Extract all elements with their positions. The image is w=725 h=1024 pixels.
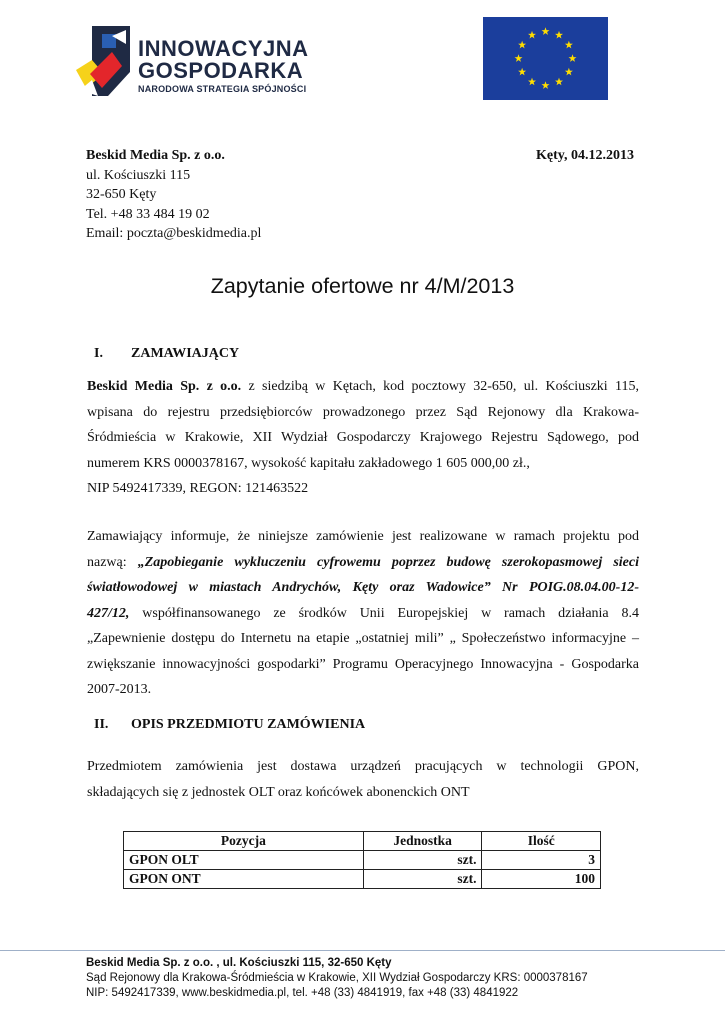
section-2-paragraph-1 bbox=[87, 754, 639, 805]
footer-line-3: NIP: 5492417339, www.beskidmedia.pl, tel. +48 (33) 4841919, fax +48 (33) 4841922 bbox=[86, 987, 519, 999]
sender-phone: Tel. +48 33 484 19 02 bbox=[86, 206, 210, 222]
innowacyjna-gospodarka-logo bbox=[72, 22, 312, 104]
section-1-heading bbox=[94, 346, 239, 362]
logo-line-3: NARODOWA STRATEGIA SPÓJNOŚCI bbox=[138, 84, 307, 94]
eu-star-icon bbox=[555, 78, 563, 86]
paragraph-line bbox=[87, 601, 639, 627]
eu-star-icon bbox=[555, 31, 563, 39]
paragraph-line: „Zapewnienie dostępu do Internetu na etapie „ostatniej mili” „ Społeczeństwo informacyjne – bbox=[87, 631, 639, 646]
footer-divider bbox=[0, 950, 725, 951]
paragraph-line: Śródmieścia w Krakowie, XII Wydział Gospodarczy Krajowego Rejestru Sądowego, pod bbox=[87, 430, 639, 445]
project-name-emphasis: 427/12, bbox=[87, 605, 130, 621]
footer-line-1: Beskid Media Sp. z o.o. , ul. Kościuszki 115, 32-650 Kęty bbox=[86, 957, 392, 969]
cell-unit: szt. bbox=[363, 851, 482, 870]
column-header-unit: Jednostka bbox=[363, 832, 482, 851]
eu-star-icon bbox=[518, 68, 526, 76]
cell-position: GPON ONT bbox=[124, 870, 364, 889]
project-name-emphasis: światłowodowej w miastach Andrychów, Kęty oraz Wadowice” Nr POIG.08.04.00-12- bbox=[87, 580, 639, 595]
logo-line-2: GOSPODARKA bbox=[138, 58, 304, 83]
order-items-table bbox=[123, 831, 601, 889]
sender-email: Email: poczta@beskidmedia.pl bbox=[86, 226, 262, 241]
section-2-number: II. bbox=[94, 717, 109, 732]
paragraph-line: składających się z jednostek OLT oraz końcówek abonenckich ONT bbox=[87, 784, 470, 800]
paragraph-line: 2007-2013. bbox=[87, 682, 152, 697]
paragraph-line bbox=[87, 550, 639, 576]
logo-line-1: INNOWACYJNA bbox=[138, 36, 309, 61]
column-header-quantity: Ilość bbox=[482, 832, 601, 851]
company-name-bold: Beskid Media Sp. z o.o. bbox=[87, 379, 242, 394]
table-row bbox=[124, 851, 601, 870]
paragraph-line: zwiększanie innowacyjności gospodarki” Programu Operacyjnego Innowacyjna - Gospodarka bbox=[87, 656, 639, 672]
section-2-heading bbox=[94, 717, 365, 733]
eu-star-icon bbox=[565, 68, 573, 76]
section-1-title: ZAMAWIAJĄCY bbox=[131, 346, 240, 361]
document-date: Kęty, 04.12.2013 bbox=[536, 148, 634, 163]
eu-flag-icon bbox=[483, 17, 608, 100]
document-title: Zapytanie ofertowe nr 4/M/2013 bbox=[210, 274, 515, 298]
section-1-paragraph-2 bbox=[87, 524, 639, 703]
column-header-position: Pozycja bbox=[124, 832, 364, 851]
page-footer bbox=[86, 956, 588, 1001]
table-row bbox=[124, 870, 601, 889]
eu-star-icon bbox=[542, 27, 550, 35]
eu-star-icon bbox=[518, 41, 526, 49]
sender-city: 32-650 Kęty bbox=[86, 187, 157, 202]
eu-stars bbox=[483, 17, 608, 100]
cell-quantity: 3 bbox=[482, 851, 601, 870]
sender-street: ul. Kościuszki 115 bbox=[86, 167, 191, 183]
logo-emblem-icon bbox=[72, 22, 136, 104]
eu-star-icon bbox=[528, 31, 536, 39]
paragraph-line: NIP 5492417339, REGON: 121463522 bbox=[87, 481, 309, 496]
sender-company: Beskid Media Sp. z o.o. bbox=[86, 148, 225, 163]
line-text: nazwą: bbox=[87, 554, 138, 570]
paragraph-line bbox=[87, 374, 639, 400]
cell-position: GPON OLT bbox=[124, 851, 364, 870]
paragraph-line: wpisana do rejestru przedsiębiorców prowadzonego przez Sąd Rejonowy dla Krakowa- bbox=[87, 404, 639, 420]
line-text: z siedzibą w Kętach, kod pocztowy 32-650, ul. Kościuszki 115, bbox=[241, 379, 639, 394]
cell-quantity: 100 bbox=[482, 870, 601, 889]
eu-star-icon bbox=[565, 41, 573, 49]
table-header-row bbox=[124, 832, 601, 851]
line-text: współfinansowanego ze środków Unii Europejskiej w ramach działania 8.4 bbox=[129, 605, 639, 621]
paragraph-line bbox=[87, 575, 639, 601]
section-1-paragraph-1 bbox=[87, 374, 639, 502]
section-1-number: I. bbox=[94, 346, 103, 361]
paragraph-line: numerem KRS 0000378167, wysokość kapitału zakładowego 1 605 000,00 zł., bbox=[87, 455, 530, 471]
eu-star-icon bbox=[569, 54, 577, 62]
section-2-title: OPIS PRZEDMIOTU ZAMÓWIENIA bbox=[131, 717, 366, 732]
paragraph-line: Przedmiotem zamówienia jest dostawa urządzeń pracujących w technologii GPON, bbox=[87, 759, 639, 774]
cell-unit: szt. bbox=[363, 870, 482, 889]
eu-star-icon bbox=[528, 78, 536, 86]
paragraph-line: Zamawiający informuje, że niniejsze zamówienie jest realizowane w ramach projektu pod bbox=[87, 529, 639, 544]
eu-star-icon bbox=[515, 54, 523, 62]
sender-address bbox=[86, 146, 261, 244]
footer-line-2: Sąd Rejonowy dla Krakowa-Śródmieścia w Krakowie, XII Wydział Gospodarczy KRS: 0000378167 bbox=[86, 972, 588, 984]
project-name-emphasis: „Zapobieganie wykluczeniu cyfrowemu poprzez budowę szerokopasmowej sieci bbox=[137, 554, 639, 570]
eu-star-icon bbox=[542, 81, 550, 89]
